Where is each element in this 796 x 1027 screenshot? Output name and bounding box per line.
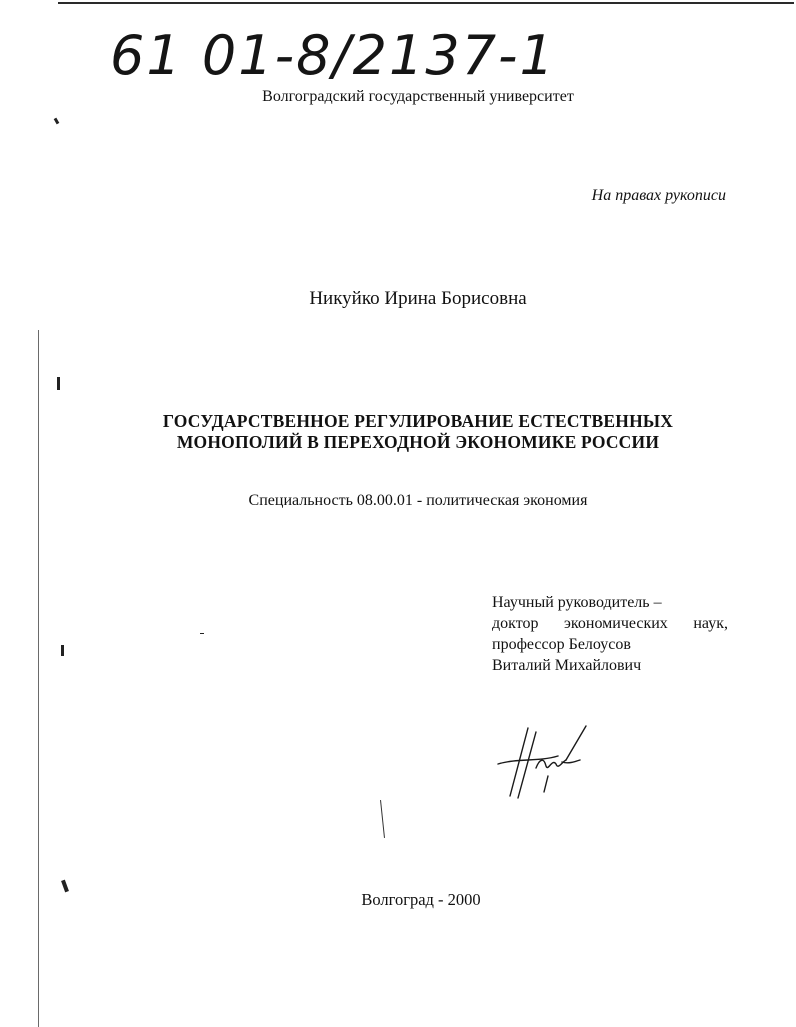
scan-speck	[380, 800, 385, 838]
city-and-year: Волгоград - 2000	[361, 890, 481, 909]
supervisor-given-names: Виталий Михайлович	[492, 657, 642, 674]
dissertation-title-line-1: ГОСУДАРСТВЕННОЕ РЕГУЛИРОВАНИЕ ЕСТЕСТВЕННЫХ	[162, 411, 674, 431]
archive-code-text: 61 01-8/2137-1	[110, 24, 556, 87]
supervisor-role: Научный руководитель –	[492, 594, 662, 611]
manuscript-rights-note: На правах рукописи	[591, 187, 726, 204]
university-name: Волгоградский государственный университет	[262, 88, 574, 105]
supervisor-signature	[488, 718, 598, 808]
scan-speck	[54, 118, 60, 125]
archive-code-handwritten	[110, 18, 580, 90]
supervisor-block	[492, 592, 728, 676]
supervisor-degree: доктор экономических наук,	[492, 615, 728, 632]
supervisor-title-surname: профессор Белоусов	[492, 636, 631, 653]
author-name: Никуйко Ирина Борисовна	[309, 288, 527, 309]
scan-speck	[200, 633, 204, 634]
specialty: Специальность 08.00.01 - политическая экономия	[248, 492, 588, 509]
scan-speck	[57, 377, 60, 390]
dissertation-title-line-2: МОНОПОЛИЙ В ПЕРЕХОДНОЙ ЭКОНОМИКЕ РОССИИ	[176, 432, 660, 452]
scan-top-border	[58, 2, 794, 4]
scan-speck	[61, 645, 64, 656]
